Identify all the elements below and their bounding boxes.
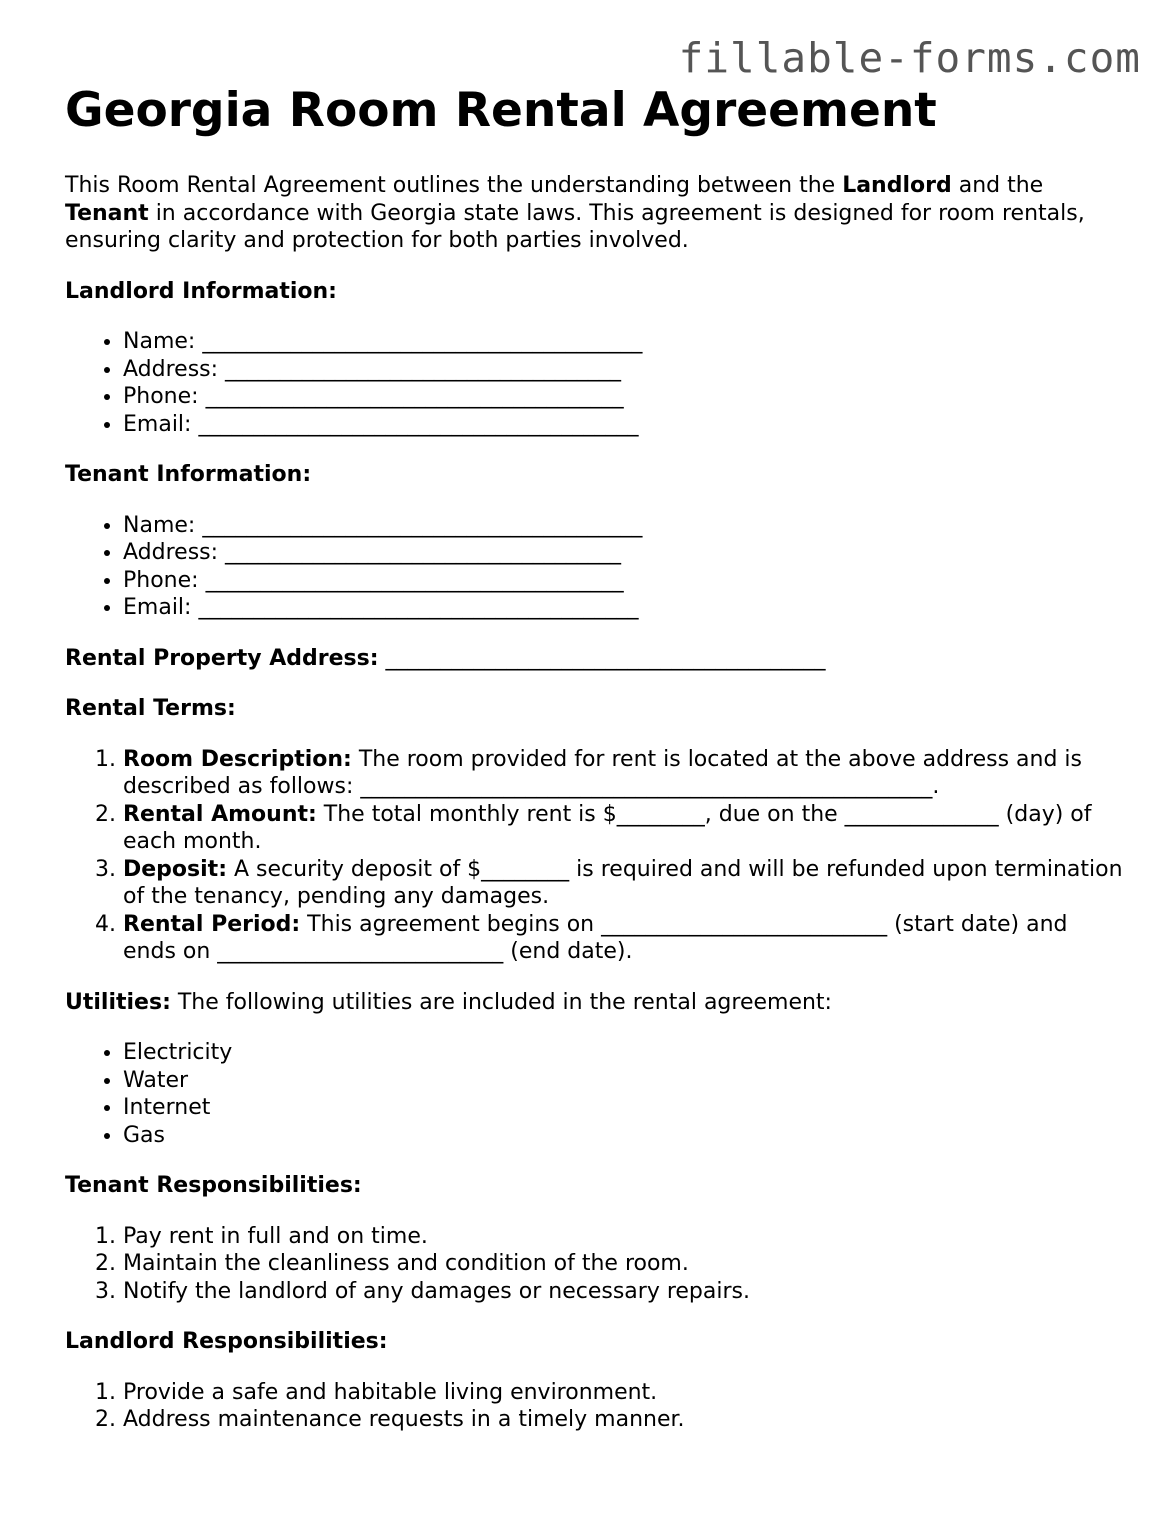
utilities-list — [65, 1039, 1125, 1149]
landlord-email-blank[interactable]: ________________________________________ — [198, 411, 639, 437]
tenant-phone-item — [123, 567, 1125, 595]
document-page — [65, 84, 1125, 1434]
intro-part2: and the — [951, 173, 1044, 198]
landlord-address-blank[interactable]: ____________________________________ — [225, 356, 622, 382]
property-address-line — [65, 645, 1125, 673]
tenant-email-item — [123, 594, 1125, 622]
term-label: Room Description: — [123, 746, 352, 772]
list-item: • Gas — [123, 1122, 1125, 1150]
tenant-info-heading: Tenant Information: — [65, 462, 312, 487]
tenant-email-blank[interactable]: ________________________________________ — [198, 595, 639, 620]
term-label: Rental Period: — [123, 911, 301, 937]
landlord-responsibilities-list — [65, 1379, 1125, 1434]
utilities-label: Utilities: — [65, 989, 171, 1015]
field-label: Phone: — [123, 384, 206, 409]
watermark: fillable-forms.com — [678, 34, 1141, 82]
field-label: Name: — [123, 512, 203, 538]
landlord-phone-blank[interactable]: ______________________________________ — [205, 384, 624, 409]
tenant-responsibilities-list — [65, 1223, 1125, 1306]
intro-tenant-word: Tenant — [65, 200, 149, 226]
property-address-label: Rental Property Address: — [65, 645, 379, 671]
list-item: 2. Maintain the cleanliness and condition of the room. — [123, 1250, 1125, 1278]
tenant-address-item — [123, 539, 1125, 567]
landlord-address-item — [123, 356, 1125, 384]
landlord-email-item — [123, 411, 1125, 439]
field-label: Name: — [123, 329, 203, 354]
tenant-phone-blank[interactable]: ______________________________________ — [205, 567, 624, 593]
landlord-phone-item — [123, 383, 1125, 411]
list-item: • Water — [123, 1067, 1125, 1095]
field-label: Address: — [123, 356, 226, 382]
landlord-responsibilities-heading: Landlord Responsibilities: — [65, 1329, 388, 1354]
term-text: The total monthly rent is $________, due on the ______________ (day) of each month. — [123, 801, 1092, 854]
property-address-blank[interactable]: ________________________________________ — [378, 645, 826, 671]
term-text: A security deposit of $________ is required and will be refunded upon termination of the tenancy, pending any damages. — [123, 856, 1123, 909]
page-title: Georgia Room Rental Agreement — [65, 83, 937, 138]
intro-paragraph — [65, 172, 1125, 255]
field-label: Email: — [123, 411, 199, 437]
list-item: 1. Provide a safe and habitable living environment. — [123, 1379, 1125, 1407]
tenant-name-item — [123, 512, 1125, 540]
rental-terms-heading: Rental Terms: — [65, 696, 236, 721]
tenant-name-blank[interactable]: ________________________________________ — [202, 512, 643, 538]
list-item: 3. Notify the landlord of any damages or necessary repairs. — [123, 1278, 1125, 1306]
tenant-address-blank[interactable]: ____________________________________ — [225, 540, 622, 565]
landlord-info-list — [65, 328, 1125, 438]
field-label: Address: — [123, 540, 226, 565]
list-item: 1. Pay rent in full and on time. — [123, 1223, 1125, 1251]
term-text: The room provided for rent is located at the above address and is described as follows: ____________________________________________________. — [123, 746, 1083, 799]
room-description-item — [123, 746, 1125, 801]
rental-amount-item — [123, 801, 1125, 856]
landlord-name-item — [123, 328, 1125, 356]
intro-part1: This Room Rental Agreement outlines the understanding between the — [65, 173, 843, 198]
landlord-name-blank[interactable]: ________________________________________ — [202, 329, 643, 354]
tenant-responsibilities-heading: Tenant Responsibilities: — [65, 1173, 362, 1198]
field-label: Phone: — [123, 567, 206, 593]
utilities-line — [65, 989, 1125, 1017]
tenant-info-list — [65, 512, 1125, 622]
list-item: 2. Address maintenance requests in a timely manner. — [123, 1406, 1125, 1434]
term-label: Rental Amount: — [123, 801, 317, 827]
deposit-item — [123, 856, 1125, 911]
intro-part3: in accordance with Georgia state laws. This agreement is designed for room rentals, ensuring clarity and protection for both parties involved. — [65, 200, 1085, 253]
rental-terms-list — [65, 746, 1125, 966]
intro-landlord-word: Landlord — [842, 173, 952, 198]
field-label: Email: — [123, 595, 199, 620]
term-label: Deposit: — [123, 856, 227, 882]
utilities-text: The following utilities are included in the rental agreement: — [170, 989, 832, 1015]
landlord-info-heading: Landlord Information: — [65, 278, 337, 304]
list-item: • Internet — [123, 1094, 1125, 1122]
term-text: This agreement begins on __________________________ (start date) and ends on __________________________ (end date). — [123, 911, 1068, 964]
list-item: • Electricity — [123, 1039, 1125, 1067]
rental-period-item — [123, 911, 1125, 966]
